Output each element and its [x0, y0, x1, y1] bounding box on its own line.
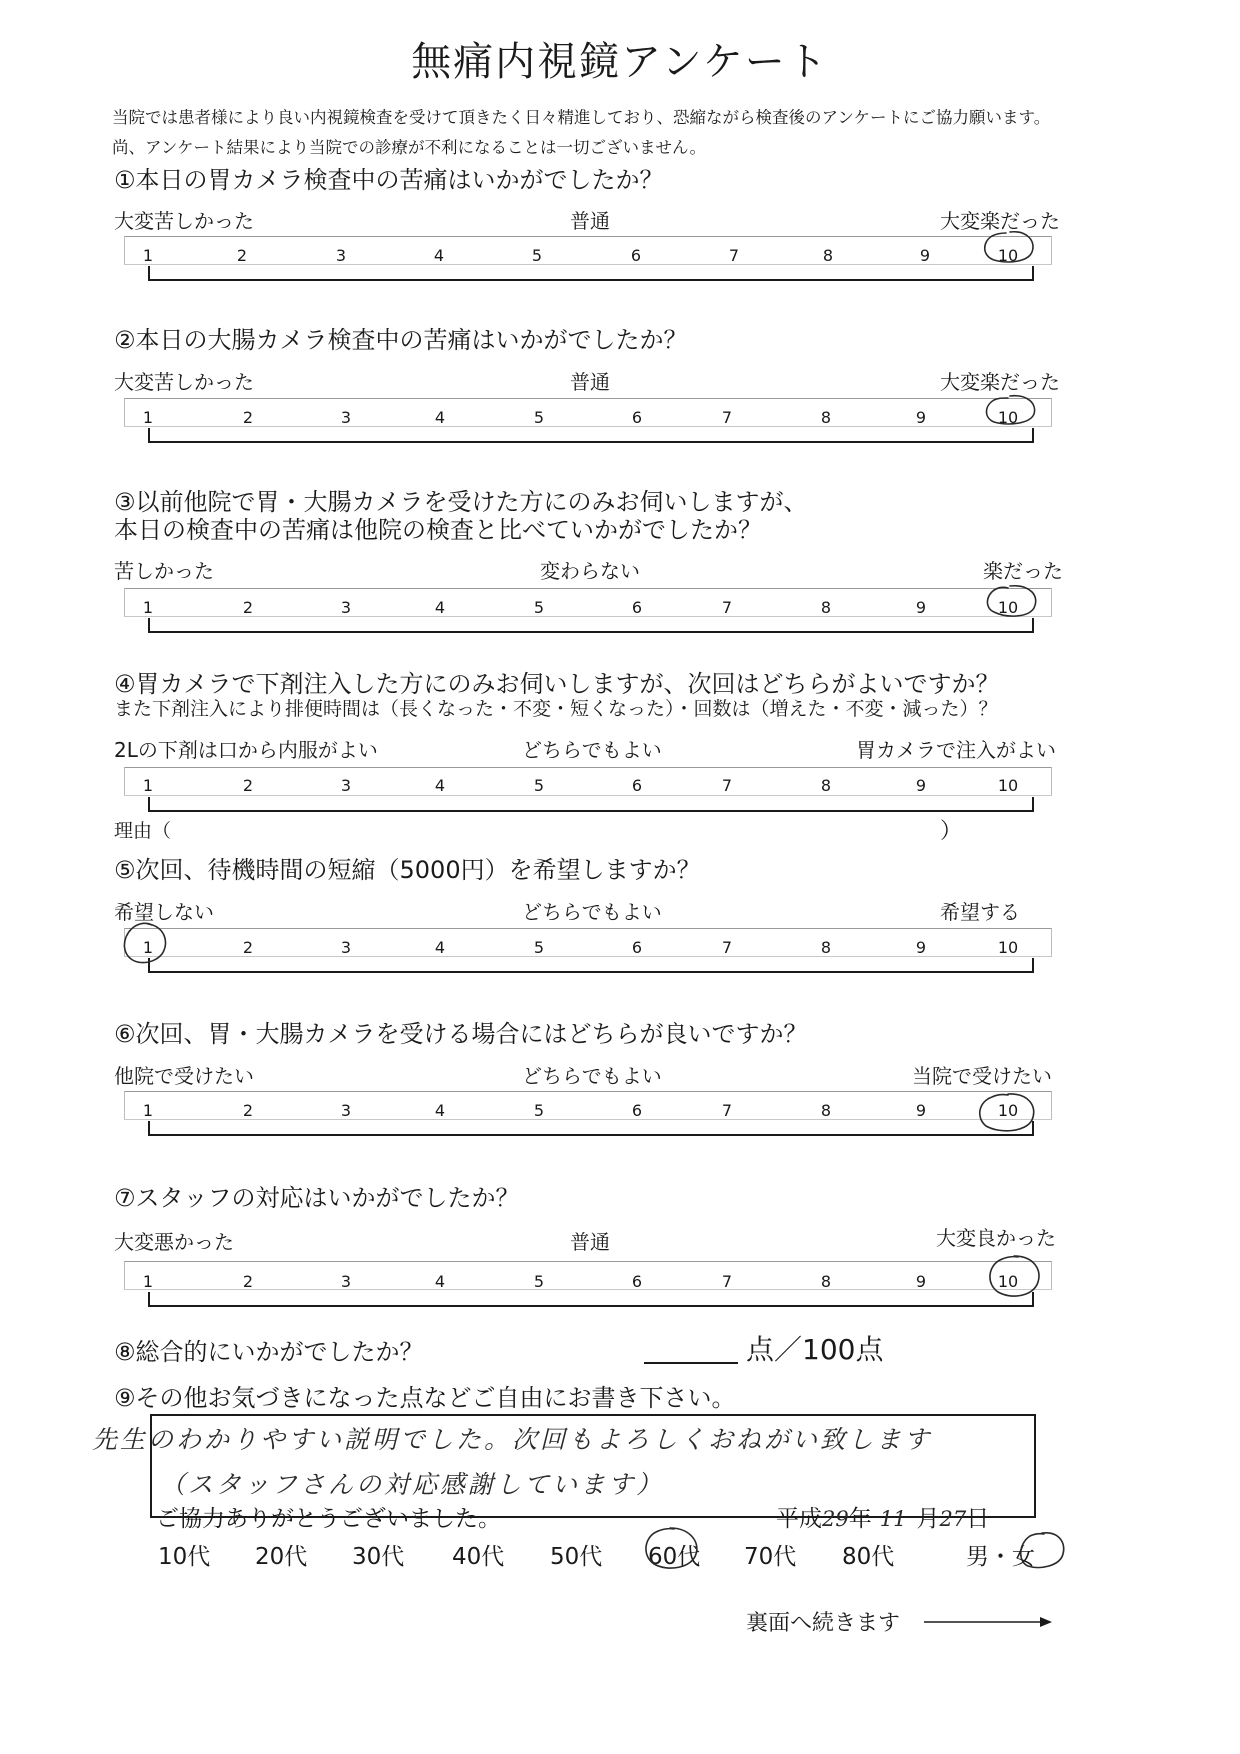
q1-scale-number-9[interactable]: 9	[919, 246, 931, 265]
q3-scale-axis	[148, 618, 1034, 633]
age-option-80代[interactable]: 80代	[842, 1544, 895, 1570]
q5-mid-label: どちらでもよい	[522, 900, 662, 924]
q6-scale-number-2[interactable]: 2	[242, 1101, 254, 1120]
question-7: ⑦スタッフの対応はいかがでしたか？	[114, 1184, 520, 1212]
q5-scale-number-10[interactable]: 10	[997, 938, 1019, 957]
q7-scale-number-10[interactable]: 10	[997, 1272, 1019, 1291]
q4-scale-number-9[interactable]: 9	[915, 776, 927, 795]
q7-scale-number-5[interactable]: 5	[533, 1272, 545, 1291]
q2-scale-number-10[interactable]: 10	[997, 408, 1019, 427]
q7-right-label: 大変良かった	[936, 1226, 1056, 1250]
q6-scale-number-10[interactable]: 10	[997, 1101, 1019, 1120]
q2-right-label: 大変楽だった	[940, 370, 1060, 394]
q5-scale-number-6[interactable]: 6	[631, 938, 643, 957]
q2-left-label: 大変苦しかった	[114, 370, 254, 394]
q2-scale-axis	[148, 428, 1034, 443]
question-4-line-1: ④胃カメラで下剤注入した方にのみお伺いしますが、次回はどちらがよいですか？	[114, 670, 1000, 698]
q1-left-label: 大変苦しかった	[114, 209, 254, 233]
date-year-suffix: 年	[848, 1506, 872, 1532]
q6-scale-number-7[interactable]: 7	[721, 1101, 733, 1120]
age-option-10代[interactable]: 10代	[158, 1544, 211, 1570]
q3-scale-number-3[interactable]: 3	[340, 598, 352, 617]
q5-scale-number-9[interactable]: 9	[915, 938, 927, 957]
q1-scale-number-5[interactable]: 5	[531, 246, 543, 265]
q6-left-label: 他院で受けたい	[114, 1064, 254, 1088]
q7-scale-number-1[interactable]: 1	[142, 1272, 154, 1291]
q5-scale-number-5[interactable]: 5	[533, 938, 545, 957]
gender-male[interactable]: 男	[966, 1544, 989, 1570]
q2-scale-number-8[interactable]: 8	[820, 408, 832, 427]
gender-female[interactable]: 女	[1012, 1544, 1035, 1570]
q4-scale-number-8[interactable]: 8	[820, 776, 832, 795]
q4-scale-number-2[interactable]: 2	[242, 776, 254, 795]
q3-scale-number-10[interactable]: 10	[997, 598, 1019, 617]
q3-mid-label: 変わらない	[540, 559, 640, 583]
q2-scale-number-5[interactable]: 5	[533, 408, 545, 427]
q4-right-label: 胃カメラで注入がよい	[856, 738, 1056, 762]
q4-scale-number-3[interactable]: 3	[340, 776, 352, 795]
question-4-line-2: また下剤注入により排便時間は（長くなった・不変・短くなった）・回数は（増えた・不変・減った）？	[114, 698, 998, 720]
q4-scale-number-4[interactable]: 4	[434, 776, 446, 795]
continue-on-back: 裏面へ続きます	[746, 1611, 901, 1636]
q2-mid-label: 普通	[570, 370, 610, 394]
question-2: ②本日の大腸カメラ検査中の苦痛はいかがでしたか？	[114, 326, 688, 354]
question-3-line-2: 本日の検査中の苦痛は他院の検査と比べていかがでしたか？	[114, 516, 762, 544]
q4-scale-number-7[interactable]: 7	[721, 776, 733, 795]
question-3-line-1: ③以前他院で胃・大腸カメラを受けた方にのみお伺いしますが、	[114, 488, 808, 516]
q7-scale-number-9[interactable]: 9	[915, 1272, 927, 1291]
question-6: ⑥次回、胃・大腸カメラを受ける場合にはどちらが良いですか？	[114, 1020, 808, 1048]
q1-scale-number-3[interactable]: 3	[335, 246, 347, 265]
q6-scale-number-1[interactable]: 1	[142, 1101, 154, 1120]
age-option-70代[interactable]: 70代	[744, 1544, 797, 1570]
age-option-50代[interactable]: 50代	[550, 1544, 603, 1570]
q4-scale-number-1[interactable]: 1	[142, 776, 154, 795]
gender-selection-circle	[1016, 1530, 1068, 1572]
age-option-20代[interactable]: 20代	[255, 1544, 308, 1570]
q7-scale-number-6[interactable]: 6	[631, 1272, 643, 1291]
question-9: ⑨その他お気づきになった点などご自由にお書き下さい。	[114, 1384, 736, 1412]
date-day: 27	[939, 1507, 967, 1531]
q3-scale-number-2[interactable]: 2	[242, 598, 254, 617]
question-5: ⑤次回、待機時間の短縮（5000円）を希望しますか？	[114, 856, 701, 884]
q5-scale-number-1[interactable]: 1	[142, 938, 154, 957]
q4-reason-close: ）	[940, 819, 963, 844]
date-era: 平成	[776, 1506, 822, 1532]
q1-scale-number-6[interactable]: 6	[630, 246, 642, 265]
q7-scale-number-4[interactable]: 4	[434, 1272, 446, 1291]
q4-scale-number-5[interactable]: 5	[533, 776, 545, 795]
age-option-40代[interactable]: 40代	[452, 1544, 505, 1570]
intro-line-2: 尚、アンケート結果により当院での診療が不利になることは一切ございません。	[112, 138, 706, 157]
q4-scale-axis	[148, 797, 1034, 812]
q1-scale-axis	[148, 266, 1034, 281]
q9-handwritten-line-1: 先生のわかりやすい説明でした。次回もよろしくおねがい致します	[92, 1425, 933, 1454]
q9-handwritten-line-2: （スタッフさんの対応感謝しています）	[160, 1470, 665, 1499]
q6-scale-number-4[interactable]: 4	[434, 1101, 446, 1120]
survey-title: 無痛内視鏡アンケート	[411, 39, 829, 85]
q5-scale-number-4[interactable]: 4	[434, 938, 446, 957]
q7-scale-number-3[interactable]: 3	[340, 1272, 352, 1291]
q4-scale-number-6[interactable]: 6	[631, 776, 643, 795]
question-8: ⑧総合的にいかがでしたか？	[114, 1338, 424, 1366]
age-selection-circle	[640, 1524, 704, 1576]
q5-scale-number-8[interactable]: 8	[820, 938, 832, 957]
q2-scale-number-2[interactable]: 2	[242, 408, 254, 427]
q6-scale-number-3[interactable]: 3	[340, 1101, 352, 1120]
date-month: 11	[879, 1507, 907, 1531]
q1-right-label: 大変楽だった	[940, 209, 1060, 233]
q3-left-label: 苦しかった	[114, 559, 214, 583]
q3-scale-number-5[interactable]: 5	[533, 598, 545, 617]
q8-score-field[interactable]	[644, 1362, 738, 1364]
q1-scale-number-7[interactable]: 7	[728, 246, 740, 265]
q4-mid-label: どちらでもよい	[522, 738, 662, 762]
q7-scale-number-8[interactable]: 8	[820, 1272, 832, 1291]
q6-right-label: 当院で受けたい	[912, 1064, 1052, 1088]
q1-scale-number-10[interactable]: 10	[997, 246, 1019, 265]
q1-scale-number-4[interactable]: 4	[433, 246, 445, 265]
thanks-message: ご協力ありがとうございました。	[156, 1506, 501, 1532]
q5-scale-axis	[148, 958, 1034, 973]
date-year: 29	[822, 1507, 849, 1531]
intro-line-1: 当院では患者様により良い内視鏡検査を受けて頂きたく日々精進しており、恐縮ながら検査後のアンケートにご協力願います。	[112, 108, 1051, 127]
q3-scale-number-8[interactable]: 8	[820, 598, 832, 617]
q2-scale-number-9[interactable]: 9	[915, 408, 927, 427]
q5-scale-number-3[interactable]: 3	[340, 938, 352, 957]
date-day-suffix: 日	[966, 1506, 990, 1532]
q2-scale-number-7[interactable]: 7	[721, 408, 733, 427]
q8-score-label: 点／100点	[746, 1333, 884, 1366]
q5-left-label: 希望しない	[114, 900, 214, 924]
q1-scale-number-2[interactable]: 2	[236, 246, 248, 265]
q6-scale-number-9[interactable]: 9	[915, 1101, 927, 1120]
q4-reason-label: 理由（	[114, 820, 172, 842]
q4-left-label: 2Lの下剤は口から内服がよい	[114, 738, 378, 762]
q3-scale-number-4[interactable]: 4	[434, 598, 446, 617]
q6-scale-axis	[148, 1121, 1034, 1136]
q2-scale-number-4[interactable]: 4	[434, 408, 446, 427]
q2-scale-number-1[interactable]: 1	[142, 408, 154, 427]
q6-scale-number-5[interactable]: 5	[533, 1101, 545, 1120]
q3-scale-number-9[interactable]: 9	[915, 598, 927, 617]
q7-mid-label: 普通	[570, 1230, 610, 1254]
date-month-suffix: 月	[916, 1506, 940, 1532]
question-1: ①本日の胃カメラ検査中の苦痛はいかがでしたか？	[114, 166, 664, 194]
q6-mid-label: どちらでもよい	[522, 1064, 662, 1088]
q6-scale-number-8[interactable]: 8	[820, 1101, 832, 1120]
q7-scale-number-2[interactable]: 2	[242, 1272, 254, 1291]
q3-scale-number-6[interactable]: 6	[631, 598, 643, 617]
q7-scale-number-7[interactable]: 7	[721, 1272, 733, 1291]
q1-scale-number-1[interactable]: 1	[142, 246, 154, 265]
q5-scale-number-2[interactable]: 2	[242, 938, 254, 957]
age-option-30代[interactable]: 30代	[352, 1544, 405, 1570]
q7-left-label: 大変悪かった	[114, 1230, 234, 1254]
q3-scale-number-7[interactable]: 7	[721, 598, 733, 617]
continue-arrow-icon	[924, 1614, 1054, 1630]
q5-scale-number-7[interactable]: 7	[721, 938, 733, 957]
q2-scale-number-6[interactable]: 6	[631, 408, 643, 427]
q5-right-label: 希望する	[940, 900, 1020, 924]
q6-scale-number-6[interactable]: 6	[631, 1101, 643, 1120]
q2-scale-number-3[interactable]: 3	[340, 408, 352, 427]
q7-scale-axis	[148, 1292, 1034, 1307]
age-option-60代[interactable]: 60代	[648, 1544, 701, 1570]
q3-right-label: 楽だった	[983, 559, 1063, 583]
q3-scale-number-1[interactable]: 1	[142, 598, 154, 617]
gender-separator: ・	[989, 1544, 1012, 1570]
date-field	[776, 1500, 989, 1533]
q4-scale-number-10[interactable]: 10	[997, 776, 1019, 795]
q1-scale-number-8[interactable]: 8	[822, 246, 834, 265]
q1-mid-label: 普通	[570, 209, 610, 233]
